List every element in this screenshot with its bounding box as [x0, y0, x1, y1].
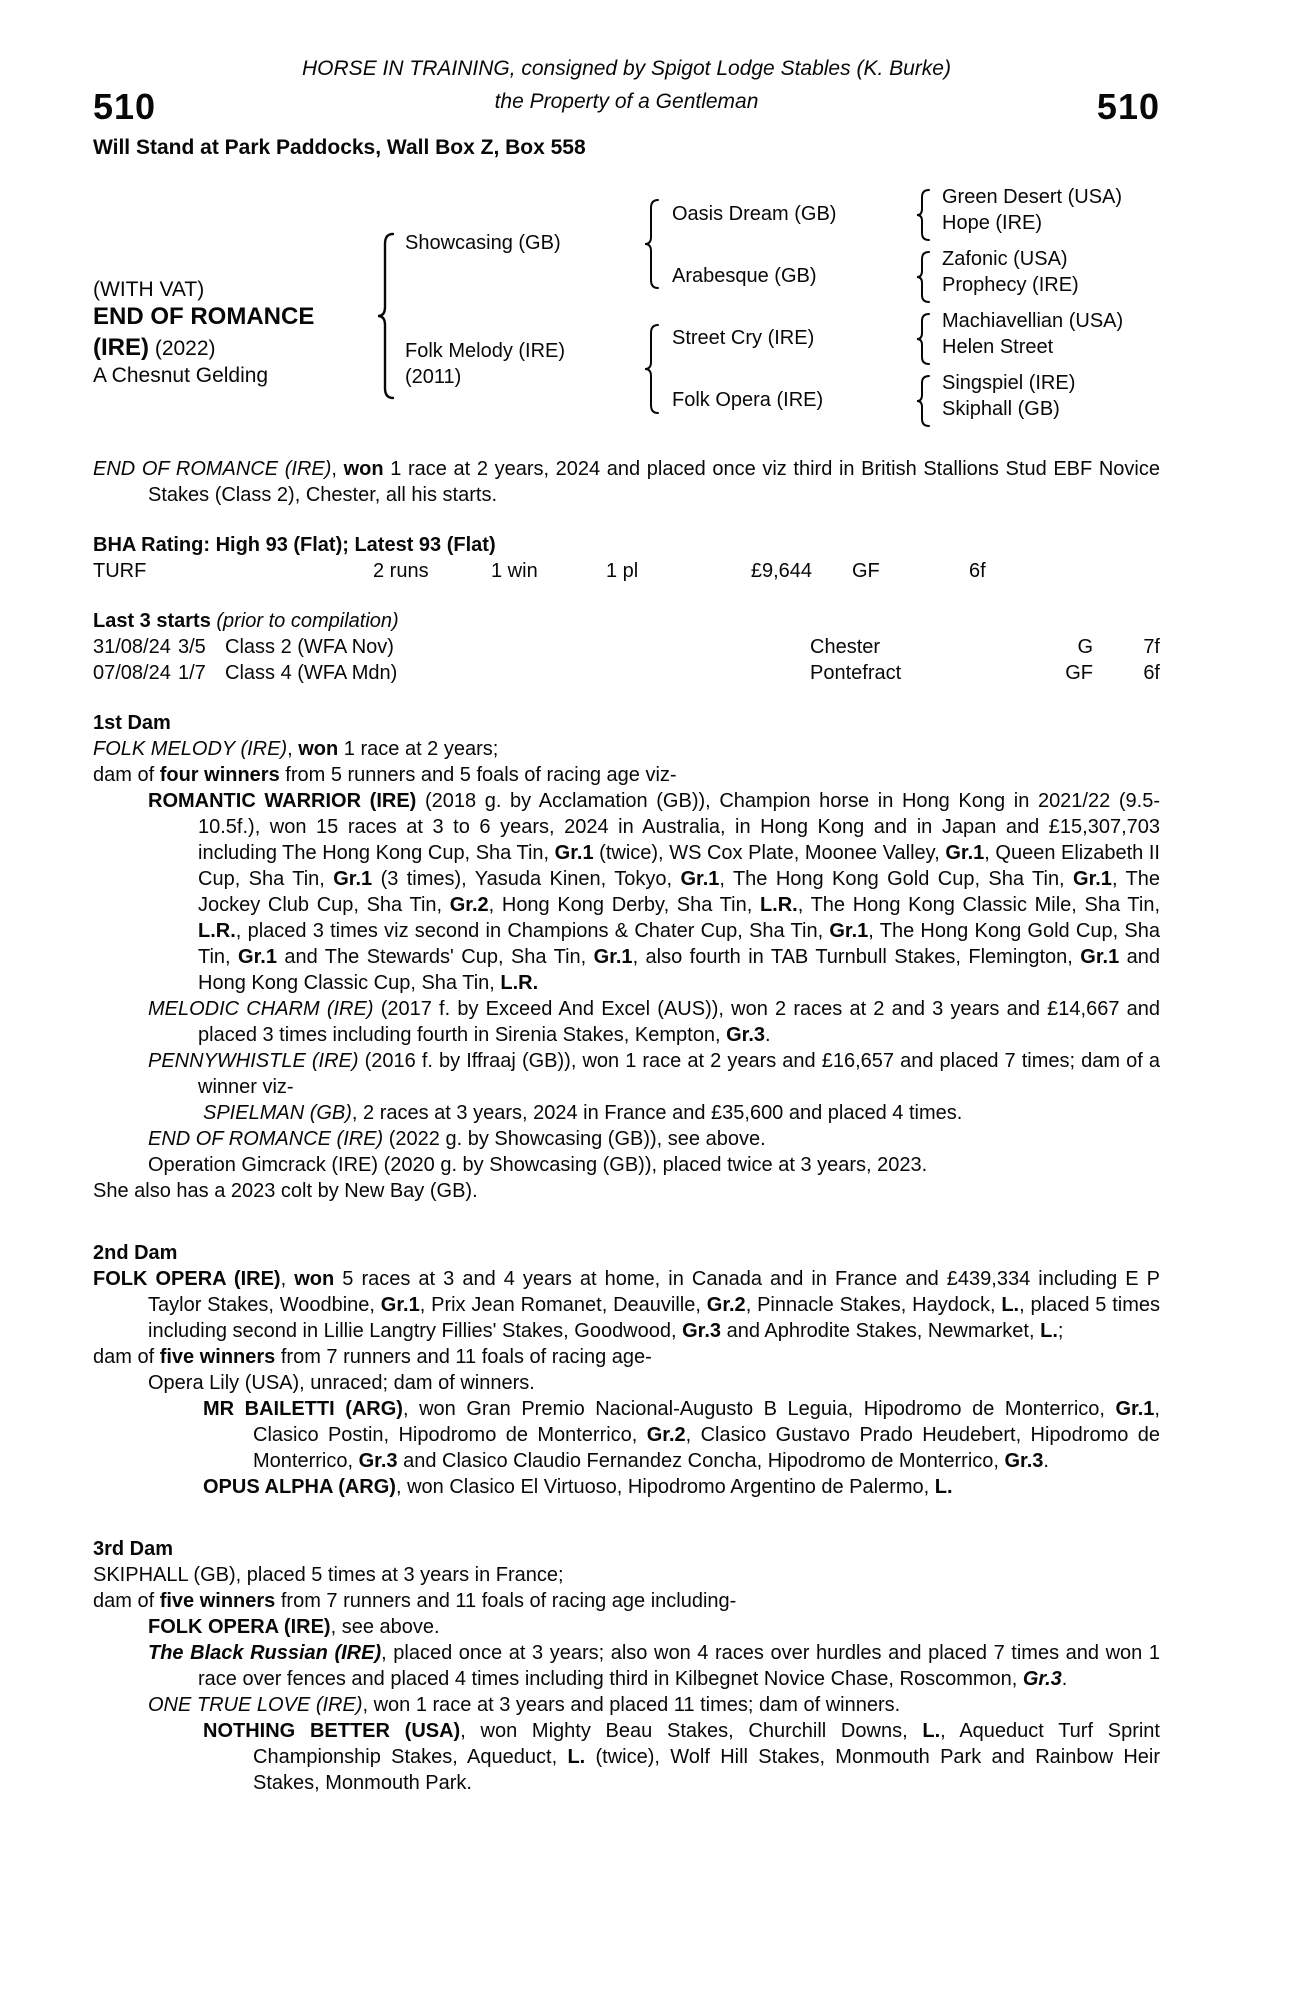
progeny-mr-bailetti: MR BAILETTI (ARG), won Gran Premio Nacional-Augusto B Leguia, Hipodromo de Monterrico, Gr.1, Clasico Postin, Hipodromo de Monterrico, Gr.2, Clasico Gustavo Prado Heudebert, Hipodromo de Monterrico, Gr.3 and Clasico Claudio Fernandez Concha, Hipodromo de Monterrico, Gr.3. [203, 1398, 1160, 1472]
dam1-colt-note: She also has a 2023 colt by New Bay (GB). [93, 1180, 478, 1202]
progeny-nothing-better: NOTHING BETTER (USA), won Mighty Beau Stakes, Churchill Downs, L., Aqueduct Turf Sprint Championship Stakes, Aqueduct, L. (twice), Wolf Hill Stakes, Monmouth Park and Rainbow Heir Stakes, Monmouth Park. [203, 1720, 1160, 1794]
dam1-heading: 1st Dam [93, 712, 171, 734]
page-content [93, 55, 1160, 1796]
last-start-row-2 [93, 660, 1160, 686]
turf-places: 1 pl [606, 560, 639, 582]
last-starts-note: (prior to compilation) [210, 610, 399, 632]
start-date: 07/08/24 [93, 662, 171, 684]
pedigree-brace-ggp2-icon [915, 250, 933, 304]
catalogue-body [93, 456, 1160, 1796]
dam2-produce-line: dam of five winners from 7 runners and 11 foals of racing age- [93, 1346, 652, 1368]
progeny-operation-gimcrack: Operation Gimcrack (IRE) (2020 g. by Showcasing (GB)), placed twice at 3 years, 2023. [148, 1154, 928, 1176]
pedigree-dam-year: (2011) [405, 366, 462, 388]
pedigree-horse-suffix: (IRE) [93, 334, 149, 361]
turf-wins: 1 win [491, 560, 538, 582]
start-going: G [1077, 636, 1093, 658]
pedigree-grandparent-1: Arabesque (GB) [672, 265, 817, 287]
dam1-produce-line: dam of four winners from 5 runners and 5 foals of racing age viz- [93, 764, 677, 786]
progeny-romantic-warrior: ROMANTIC WARRIOR (IRE) (2018 g. by Acclamation (GB)), Champion horse in Hong Kong in 2021/22 (9.5-10.5f.), won 15 races at 3 to 6 years, 2024 in Australia, in Hong Kong and in Japan and £15,307,703 including The Hong Kong Cup, Sha Tin, Gr.1 (twice), WS Cox Plate, Moonee Valley, Gr.1, Queen Elizabeth II Cup, Sha Tin, Gr.1 (3 times), Yasuda Kinen, Tokyo, Gr.1, The Hong Kong Gold Cup, Sha Tin, Gr.1, The Jockey Club Cup, Sha Tin, Gr.2, Hong Kong Derby, Sha Tin, L.R., The Hong Kong Classic Mile, Sha Tin, L.R., placed 3 times viz second in Champions & Chater Cup, Sha Tin, Gr.1, The Hong Kong Gold Cup, Sha Tin, Gr.1 and The Stewards' Cup, Sha Tin, Gr.1, also fourth in TAB Turnbull Stakes, Flemington, Gr.1 and Hong Kong Classic Cup, Sha Tin, L.R. [148, 790, 1161, 994]
dam3-produce-line: dam of five winners from 7 runners and 11 foals of racing age including- [93, 1590, 737, 1612]
start-distance: 6f [1143, 662, 1160, 684]
pedigree-dam: Folk Melody (IRE) [405, 340, 566, 362]
pedigree-ggp-7: Skiphall (GB) [942, 398, 1060, 420]
dam2-heading: 2nd Dam [93, 1242, 178, 1264]
progeny-end-of-romance: END OF ROMANCE (IRE) (2022 g. by Showcasing (GB)), see above. [148, 1128, 766, 1150]
pedigree-brace-dam-icon [643, 323, 663, 415]
lot-number-left: 510 [93, 86, 157, 127]
progeny-opus-alpha: OPUS ALPHA (ARG), won Clasico El Virtuoso, Hipodromo Argentino de Palermo, L. [203, 1476, 953, 1498]
pedigree-brace-ggp1-icon [915, 188, 933, 242]
progeny-pennywhistle: PENNYWHISTLE (IRE) (2016 f. by Iffraaj (GB)), won 1 race at 2 years and £16,657 and placed 7 times; dam of a winner viz- [148, 1050, 1160, 1098]
turf-summary-row [93, 558, 1160, 584]
pedigree-ggp-3: Prophecy (IRE) [942, 274, 1079, 296]
pedigree-ggp-6: Singspiel (IRE) [942, 372, 1076, 394]
pedigree-table [93, 168, 1160, 434]
pedigree-ggp-4: Machiavellian (USA) [942, 310, 1124, 332]
turf-surface: TURF [93, 560, 147, 582]
pedigree-grandparent-3: Folk Opera (IRE) [672, 389, 824, 411]
dam3-name-paragraph: SKIPHALL (GB), placed 5 times at 3 years in France; [93, 1564, 564, 1586]
pedigree-ggp-5: Helen Street [942, 336, 1054, 358]
start-position: 3/5 [178, 636, 206, 658]
progeny-folk-opera: FOLK OPERA (IRE), see above. [148, 1616, 440, 1638]
start-course: Pontefract [810, 662, 902, 684]
pedigree-sire: Showcasing (GB) [405, 232, 561, 254]
progeny-one-true-love: ONE TRUE LOVE (IRE), won 1 race at 3 years and placed 11 times; dam of winners. [148, 1694, 901, 1716]
progeny-melodic-charm: MELODIC CHARM (IRE) (2017 f. by Exceed And Excel (AUS)), won 2 races at 2 and 3 years and £14,667 and placed 3 times including fourth in Sirenia Stakes, Kempton, Gr.3. [148, 998, 1160, 1046]
property-line: the Property of a Gentleman [494, 90, 759, 113]
dam2-name-paragraph: FOLK OPERA (IRE), won 5 races at 3 and 4 years at home, in Canada and in France and £439,334 including E P Taylor Stakes, Woodbine, Gr.1, Prix Jean Romanet, Deauville, Gr.2, Pinnacle Stakes, Haydock, L., placed 5 times including second in Lillie Langtry Fillies' Stakes, Goodwood, Gr.3 and Aphrodite Stakes, Newmarket, L.; [93, 1268, 1161, 1342]
last-start-row-1 [93, 634, 1160, 660]
progeny-spielman: SPIELMAN (GB), 2 races at 3 years, 2024 in France and £35,600 and placed 4 times. [203, 1102, 963, 1124]
pedigree-brace-main-icon [376, 232, 398, 400]
turf-runs: 2 runs [373, 560, 429, 582]
pedigree-horse-name: END OF ROMANCE [93, 303, 315, 330]
turf-distance: 6f [969, 560, 986, 582]
pedigree-ggp-1: Hope (IRE) [942, 212, 1043, 234]
dam1-name-paragraph: FOLK MELODY (IRE), won 1 race at 2 years; [93, 738, 499, 760]
pedigree-brace-ggp3-icon [915, 312, 933, 366]
consignor-line: HORSE IN TRAINING, consigned by Spigot Lodge Stables (K. Burke) [302, 57, 951, 80]
pedigree-grandparent-0: Oasis Dream (GB) [672, 203, 837, 225]
bha-rating-line: BHA Rating: High 93 (Flat); Latest 93 (Flat) [93, 534, 496, 556]
start-course: Chester [810, 636, 881, 658]
progeny-opera-lily: Opera Lily (USA), unraced; dam of winners. [148, 1372, 535, 1394]
vat-note: (WITH VAT) [93, 278, 205, 301]
start-date: 31/08/24 [93, 636, 171, 658]
start-distance: 7f [1143, 636, 1160, 658]
pedigree-grandparent-2: Street Cry (IRE) [672, 327, 815, 349]
turf-going: GF [852, 560, 880, 582]
turf-earnings: £9,644 [750, 560, 812, 582]
last-starts-heading [93, 608, 1160, 634]
lot-row [93, 84, 1160, 130]
race-record-paragraph: END OF ROMANCE (IRE), won 1 race at 2 years, 2024 and placed once viz third in British Stallions Stud EBF Novice Stakes (Class 2), Chester, all his starts. [93, 458, 1160, 506]
lot-number-right: 510 [1096, 86, 1160, 127]
progeny-the-black-russian: The Black Russian (IRE), placed once at 3 years; also won 4 races over hurdles and placed 7 times and won 1 race over fences and placed 4 times including third in Kilbegnet Novice Chase, Roscommon, Gr.3. [148, 1642, 1161, 1690]
start-going: GF [1065, 662, 1093, 684]
start-class: Class 2 (WFA Nov) [225, 636, 394, 658]
last-starts-title: Last 3 starts [93, 610, 211, 632]
pedigree-horse-year-line [93, 334, 216, 362]
start-class: Class 4 (WFA Mdn) [225, 662, 398, 684]
pedigree-brace-ggp4-icon [915, 374, 933, 428]
pedigree-horse-year: (2022) [149, 337, 216, 360]
pedigree-horse-description: A Chesnut Gelding [93, 364, 269, 387]
pedigree-brace-sire-icon [643, 198, 663, 290]
pedigree-ggp-2: Zafonic (USA) [942, 248, 1068, 270]
dam3-heading: 3rd Dam [93, 1538, 174, 1560]
stand-location-line: Will Stand at Park Paddocks, Wall Box Z, Box 558 [93, 136, 586, 159]
start-position: 1/7 [178, 662, 206, 684]
pedigree-ggp-0: Green Desert (USA) [942, 186, 1123, 208]
